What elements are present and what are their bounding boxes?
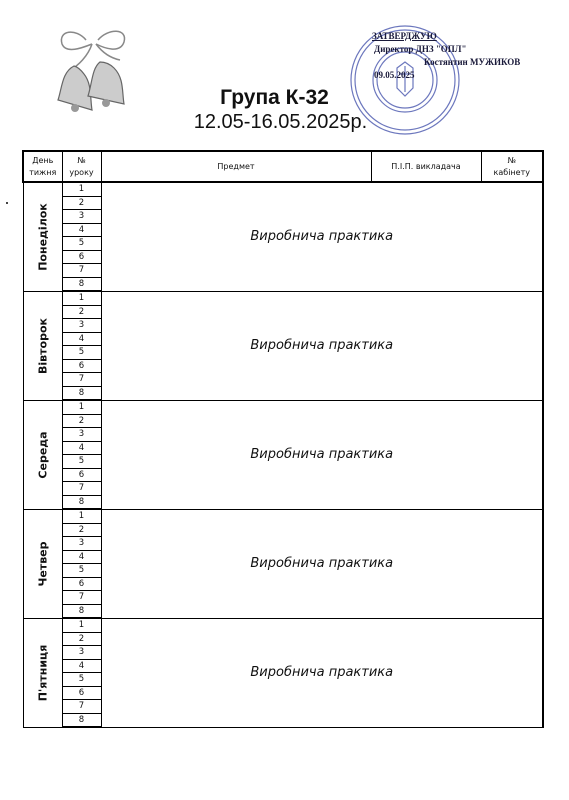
day-name: П'ятниця xyxy=(36,644,49,701)
col-header-subject: Предмет xyxy=(101,151,371,182)
lesson-number: 4 xyxy=(62,659,101,673)
day-name: Четвер xyxy=(36,540,49,587)
lesson-number: 2 xyxy=(62,414,101,428)
lesson-number: 5 xyxy=(62,673,101,687)
lesson-number: 8 xyxy=(62,277,101,291)
room-header-line2: кабінету xyxy=(493,167,530,177)
lesson-number: 1 xyxy=(62,400,101,414)
lesson-header-line1: № xyxy=(77,155,86,165)
lesson-number: 7 xyxy=(62,700,101,714)
lesson-number: 6 xyxy=(62,468,101,482)
lesson-number: 5 xyxy=(62,564,101,578)
lesson-number: 8 xyxy=(62,386,101,400)
lesson-number: 8 xyxy=(62,604,101,618)
lesson-number: 2 xyxy=(62,196,101,210)
day-name: Понеділок xyxy=(36,202,49,271)
approval-date: 09.05.2025 xyxy=(374,70,415,80)
subject-cell: Виробнича практика xyxy=(101,400,543,509)
day-cell xyxy=(23,400,62,509)
schedule-title xyxy=(0,86,569,134)
col-header-teacher: П.І.П. викладача xyxy=(371,151,481,182)
day-cell xyxy=(23,291,62,400)
lesson-number: 4 xyxy=(62,223,101,237)
day-name: Вівторок xyxy=(36,317,49,374)
lesson-number: 1 xyxy=(62,182,101,196)
lesson-number: 2 xyxy=(62,305,101,319)
approval-signatory: Костянтин МУЖИКОВ xyxy=(424,57,521,67)
subject-cell: Виробнича практика xyxy=(101,291,543,400)
lesson-row xyxy=(23,618,543,632)
lesson-row xyxy=(23,182,543,196)
lesson-number: 4 xyxy=(62,332,101,346)
lesson-number: 7 xyxy=(62,482,101,496)
lesson-number: 5 xyxy=(62,346,101,360)
approval-position: Директор ДНЗ "ОПЛ" xyxy=(374,44,467,54)
lesson-number: 3 xyxy=(62,428,101,442)
header-row xyxy=(23,151,543,182)
lesson-number: 6 xyxy=(62,250,101,264)
lesson-number: 4 xyxy=(62,441,101,455)
schedule-body xyxy=(23,182,543,727)
day-header-line2: тижня xyxy=(29,167,57,177)
scan-speck xyxy=(6,202,8,204)
day-cell xyxy=(23,182,62,291)
approval-title: ЗАТВЕРДЖУЮ xyxy=(372,31,437,41)
lesson-number: 5 xyxy=(62,455,101,469)
lesson-number: 2 xyxy=(62,523,101,537)
lesson-number: 1 xyxy=(62,509,101,523)
lesson-number: 4 xyxy=(62,550,101,564)
col-header-day xyxy=(23,151,62,182)
lesson-number: 7 xyxy=(62,264,101,278)
lesson-number: 7 xyxy=(62,591,101,605)
col-header-room xyxy=(481,151,543,182)
lesson-number: 6 xyxy=(62,686,101,700)
lesson-number: 6 xyxy=(62,577,101,591)
lesson-number: 7 xyxy=(62,373,101,387)
lesson-row xyxy=(23,291,543,305)
lesson-number: 6 xyxy=(62,359,101,373)
approval-block xyxy=(372,30,520,82)
subject-cell: Виробнича практика xyxy=(101,509,543,618)
lesson-row xyxy=(23,509,543,523)
subject-cell: Виробнича практика xyxy=(101,182,543,291)
lesson-number: 3 xyxy=(62,210,101,224)
lesson-header-line2: уроку xyxy=(69,167,94,177)
lesson-number: 8 xyxy=(62,713,101,727)
room-header-line1: № xyxy=(507,155,516,165)
lesson-number: 1 xyxy=(62,618,101,632)
lesson-number: 1 xyxy=(62,291,101,305)
lesson-number: 3 xyxy=(62,537,101,551)
col-header-lesson xyxy=(62,151,101,182)
schedule-table xyxy=(22,150,544,728)
group-title: Група К-32 xyxy=(220,86,329,109)
day-name: Середа xyxy=(36,430,49,479)
lesson-number: 8 xyxy=(62,495,101,509)
lesson-row xyxy=(23,400,543,414)
lesson-number: 3 xyxy=(62,646,101,660)
lesson-number: 5 xyxy=(62,237,101,251)
subject-cell: Виробнича практика xyxy=(101,618,543,727)
lesson-number: 3 xyxy=(62,319,101,333)
lesson-number: 2 xyxy=(62,632,101,646)
day-header-line1: День xyxy=(32,155,54,165)
date-range: 12.05-16.05.2025р. xyxy=(193,111,368,133)
day-cell xyxy=(23,509,62,618)
day-cell xyxy=(23,618,62,727)
